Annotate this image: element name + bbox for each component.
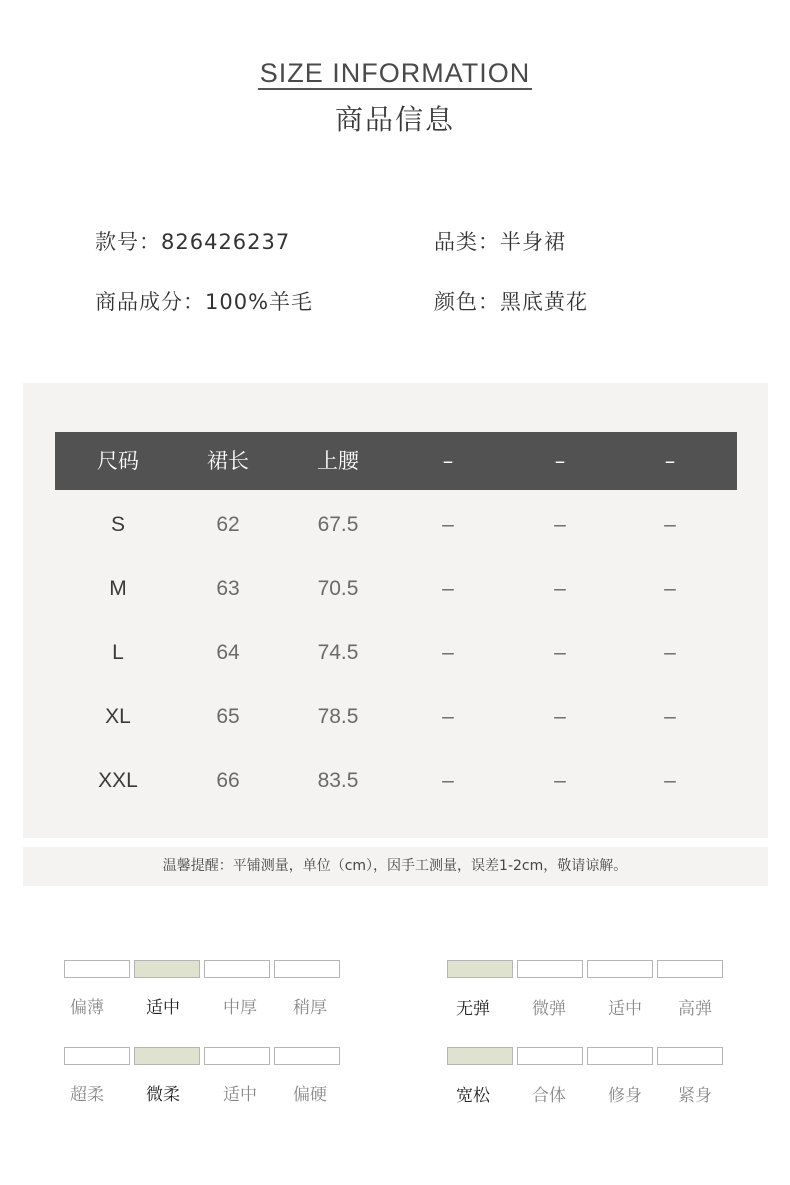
table-row	[55, 766, 737, 796]
table-cell: –	[664, 513, 676, 536]
table-cell: 63	[216, 577, 240, 600]
table-row	[55, 510, 737, 540]
thickness-label: 适中	[146, 998, 180, 1018]
table-cell: –	[664, 641, 676, 664]
header-cell: 尺码	[97, 449, 139, 473]
fit-label: 合体	[532, 1086, 566, 1106]
table-cell: –	[664, 577, 676, 600]
header-cell: –	[664, 449, 676, 473]
title-english-text: SIZE INFORMATION	[259, 58, 531, 88]
softness-label: 适中	[223, 1085, 257, 1105]
thickness-box	[64, 960, 130, 978]
table-cell: –	[442, 705, 454, 728]
header-cell: –	[442, 449, 454, 473]
fit-label: 宽松	[456, 1086, 490, 1106]
elasticity-label: 适中	[608, 999, 642, 1019]
table-cell: 64	[216, 641, 240, 664]
header-cell: –	[554, 449, 566, 473]
thickness-box	[134, 960, 200, 978]
thickness-label: 稍厚	[293, 998, 327, 1018]
table-cell: –	[554, 577, 566, 600]
thickness-label: 偏薄	[70, 998, 104, 1018]
elasticity-label: 无弹	[456, 999, 490, 1019]
info-color-value: 黑底黄花	[500, 290, 588, 314]
thickness-box	[204, 960, 270, 978]
info-color-label: 颜色：	[434, 290, 500, 314]
table-cell: –	[554, 641, 566, 664]
table-cell: –	[554, 769, 566, 792]
table-cell-size: XXL	[98, 769, 138, 792]
softness-box	[134, 1047, 200, 1065]
info-style-no	[95, 226, 290, 256]
table-cell: –	[442, 513, 454, 536]
softness-scale	[64, 1047, 344, 1065]
table-cell: –	[442, 641, 454, 664]
elasticity-box	[447, 960, 513, 978]
fit-label: 紧身	[678, 1086, 712, 1106]
table-cell: 74.5	[317, 641, 359, 664]
fit-label: 修身	[608, 1086, 642, 1106]
title-english	[0, 58, 790, 90]
table-cell: –	[664, 705, 676, 728]
softness-box	[274, 1047, 340, 1065]
fit-box	[657, 1047, 723, 1065]
softness-label: 微柔	[146, 1085, 180, 1105]
info-category-label: 品类：	[434, 230, 500, 254]
table-row	[55, 702, 737, 732]
softness-label: 偏硬	[293, 1085, 327, 1105]
elasticity-box	[657, 960, 723, 978]
table-row	[55, 638, 737, 668]
info-style-no-label: 款号：	[95, 230, 161, 254]
elasticity-label: 高弹	[678, 999, 712, 1019]
table-cell: 62	[216, 513, 240, 536]
info-composition-label: 商品成分：	[95, 290, 205, 314]
size-table-header	[55, 432, 737, 490]
table-cell: –	[554, 513, 566, 536]
table-cell-size: L	[112, 641, 124, 664]
table-cell: 70.5	[317, 577, 359, 600]
fit-box	[587, 1047, 653, 1065]
softness-label: 超柔	[70, 1085, 104, 1105]
thickness-box	[274, 960, 340, 978]
fit-box	[517, 1047, 583, 1065]
info-color	[434, 286, 588, 316]
table-cell-size: S	[110, 513, 125, 536]
table-cell: –	[664, 769, 676, 792]
table-cell: 65	[216, 705, 240, 728]
softness-box	[204, 1047, 270, 1065]
info-category	[434, 226, 566, 256]
elasticity-label: 微弹	[532, 999, 566, 1019]
measurement-note: 温馨提醒：平铺测量，单位（cm），因手工测量，误差1-2cm，敬请谅解。	[162, 858, 628, 874]
header-cell: 上腰	[317, 449, 359, 473]
fit-box	[447, 1047, 513, 1065]
info-category-value: 半身裙	[500, 230, 566, 254]
title-chinese: 商品信息	[334, 103, 455, 136]
table-cell: 66	[216, 769, 240, 792]
thickness-scale	[64, 960, 344, 978]
table-cell: 67.5	[317, 513, 359, 536]
softness-box	[64, 1047, 130, 1065]
table-cell: 83.5	[317, 769, 359, 792]
table-cell-size: XL	[105, 705, 131, 728]
info-composition-value: 100%羊毛	[205, 290, 314, 314]
header-cell: 裙长	[207, 449, 249, 473]
table-cell-size: M	[109, 577, 127, 600]
table-cell: 78.5	[317, 705, 359, 728]
table-cell: –	[442, 769, 454, 792]
elasticity-scale	[447, 960, 727, 978]
table-row	[55, 574, 737, 604]
fit-scale	[447, 1047, 727, 1065]
table-cell: –	[442, 577, 454, 600]
table-cell: –	[554, 705, 566, 728]
elasticity-box	[517, 960, 583, 978]
info-composition	[95, 286, 313, 316]
elasticity-box	[587, 960, 653, 978]
thickness-label: 中厚	[223, 998, 257, 1018]
info-style-no-value: 826426237	[161, 230, 291, 254]
